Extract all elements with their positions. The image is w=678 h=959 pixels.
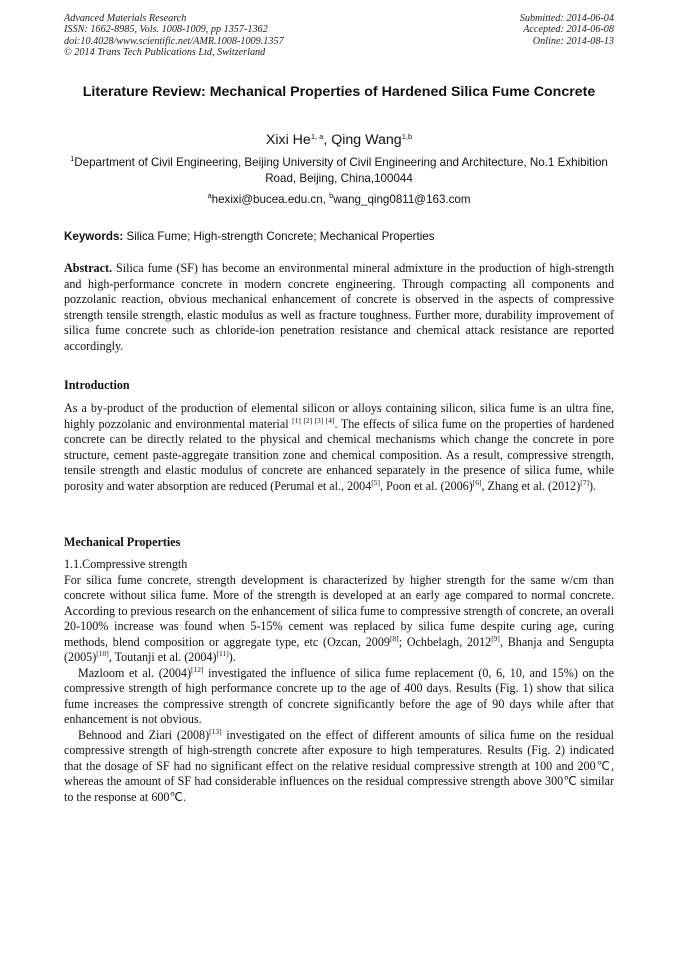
journal-info [64, 13, 284, 59]
author-name: Xixi He [265, 132, 311, 148]
email-address: hexixi@bucea.edu.cn, [211, 193, 330, 206]
author-line [64, 131, 614, 149]
paragraph-text: As a by-product of the production of elemental silicon or alloys containing silicon, silica fume is an ultra fine, highly pozzolanic and environmental material [64, 401, 614, 431]
citation: [13] [209, 726, 222, 736]
body-paragraph: For silica fume concrete, strength development is characterized by higher strength for the same w/cm than concrete without silica fume. More of the strength is developed at an early age compared to normal concrete. According to previous research on the enhancement of silica fume to compressive strength of concrete, an overall 20-100% increase was found when 5-15% cement was replaced by silica fume despite curing age, curing methods, blend composition or aggregate type, etc (Ozcan, 2009[8]; Ochbelagh, 2012[9], Bhanja and Sengupta (2005)[10], Toutanji et al. (2004)[11]). [64, 572, 614, 664]
copyright-line: © 2014 Trans Tech Publications Ltd, Switzerland [64, 47, 266, 59]
citation: [9] [491, 633, 500, 643]
issn-line: ISSN: 1662-8985, Vols. 1008-1009, pp 1357-1362 [64, 24, 268, 36]
author-superscript: 1, a [310, 132, 324, 141]
keywords-label: Keywords: [64, 230, 124, 243]
introduction-paragraph [64, 401, 614, 494]
citation: [8] [389, 633, 399, 643]
abstract-text: Silica fume (SF) has become an environmental mineral admixture in the production of high-strength and high-performance concrete in modern concrete engineering. Through compacting all components and pozzolanic reaction, obvious mechanical enhancement of concrete is observed in the aspects of compressive strength tensile strength, elastic modulus as well as fracture toughness. Further more, durability improvement of silica fume concrete such as chloride-ion penetration resistance and chemical attack resistance are reported accordingly. [64, 261, 614, 353]
author-separator: , [323, 132, 332, 148]
subsection-heading: 1.1.Compressive strength [64, 557, 188, 571]
affiliation [70, 155, 608, 186]
paper-title: Literature Review: Mechanical Properties of Hardened Silica Fume Concrete [82, 84, 596, 100]
affiliation-superscript: 1 [70, 154, 75, 163]
citation: [12] [191, 664, 204, 674]
citation: [7] [580, 477, 589, 487]
keywords [64, 229, 624, 244]
paragraph-text: , Poon et al. (2006) [380, 478, 473, 493]
email-superscript: a [207, 191, 212, 200]
abstract [64, 261, 614, 354]
affiliation-text: Department of Civil Engineering, Beijing University of Civil Engineering and Architecture, No.1 Exhibition Road, Beijing, China,100044 [74, 156, 608, 185]
abstract-label: Abstract. [64, 261, 113, 275]
journal-name: Advanced Materials Research [64, 13, 187, 24]
doi-line: doi:10.4028/www.scientific.net/AMR.1008-1009.1357 [64, 35, 284, 47]
citation: [1] [2] [3] [4] [292, 415, 335, 425]
email-superscript: b [329, 191, 334, 200]
accepted-date: Accepted: 2014-06-08 [523, 24, 614, 36]
online-date: Online: 2014-08-13 [532, 35, 614, 47]
keywords-text: Silica Fume; High-strength Concrete; Mechanical Properties [123, 230, 435, 243]
compressive-strength-section [64, 557, 614, 805]
author-superscript: 1,b [401, 132, 413, 141]
submitted-date: Submitted: 2014-06-04 [519, 13, 614, 24]
paragraph-text: , Zhang et al. (2012) [481, 478, 581, 493]
citation: [10] [96, 649, 109, 658]
publication-dates [520, 13, 614, 47]
citation: [11] [216, 649, 229, 658]
author-name: Qing Wang [331, 132, 402, 148]
citation: [5] [371, 477, 381, 487]
body-paragraph: Behnood and Ziari (2008)[13] investigated on the effect of different amounts of silica fume on the residual compressive strength of high-strength concrete after exposure to high temperatures. Results (Fig. 2) indicated that the dosage of SF had no significant effect on the relative residual compressive strength at 100 and 200℃, whereas the amount of SF had considerable influences on the residual compressive strength above 300℃ similar to the response at 600℃. [64, 726, 614, 804]
paragraph-text: ). [588, 478, 597, 493]
section-heading-introduction: Introduction [64, 378, 130, 392]
email-line [64, 192, 614, 207]
body-paragraph: Mazloom et al. (2004)[12] investigated the influence of silica fume replacement (0, 6, 10, and 15%) on the compressive strength of high performance concrete up to the age of 400 days. Results (Fig. 1) show that silica fume increases the compressive strength of concrete significantly before the age of 90 days while after that enhancement is not obvious. [64, 664, 614, 726]
email-address: wang_qing0811@163.com [333, 193, 471, 206]
citation: [6] [472, 477, 482, 487]
paragraph-text: . The effects of silica fume on the properties of hardened concrete can be directly related to the physical and chemical mechanisms which change the concrete in pore structure, cement paste-aggregate transition zone and chemical composition. As a result, compressive strength, tensile strength and elastic modulus of concrete are enhanced separately in the presence of silica fume, while porosity and water absorption are reduced (Perumal et al., 2004 [64, 416, 614, 493]
section-heading-mechanical-properties: Mechanical Properties [64, 535, 181, 549]
